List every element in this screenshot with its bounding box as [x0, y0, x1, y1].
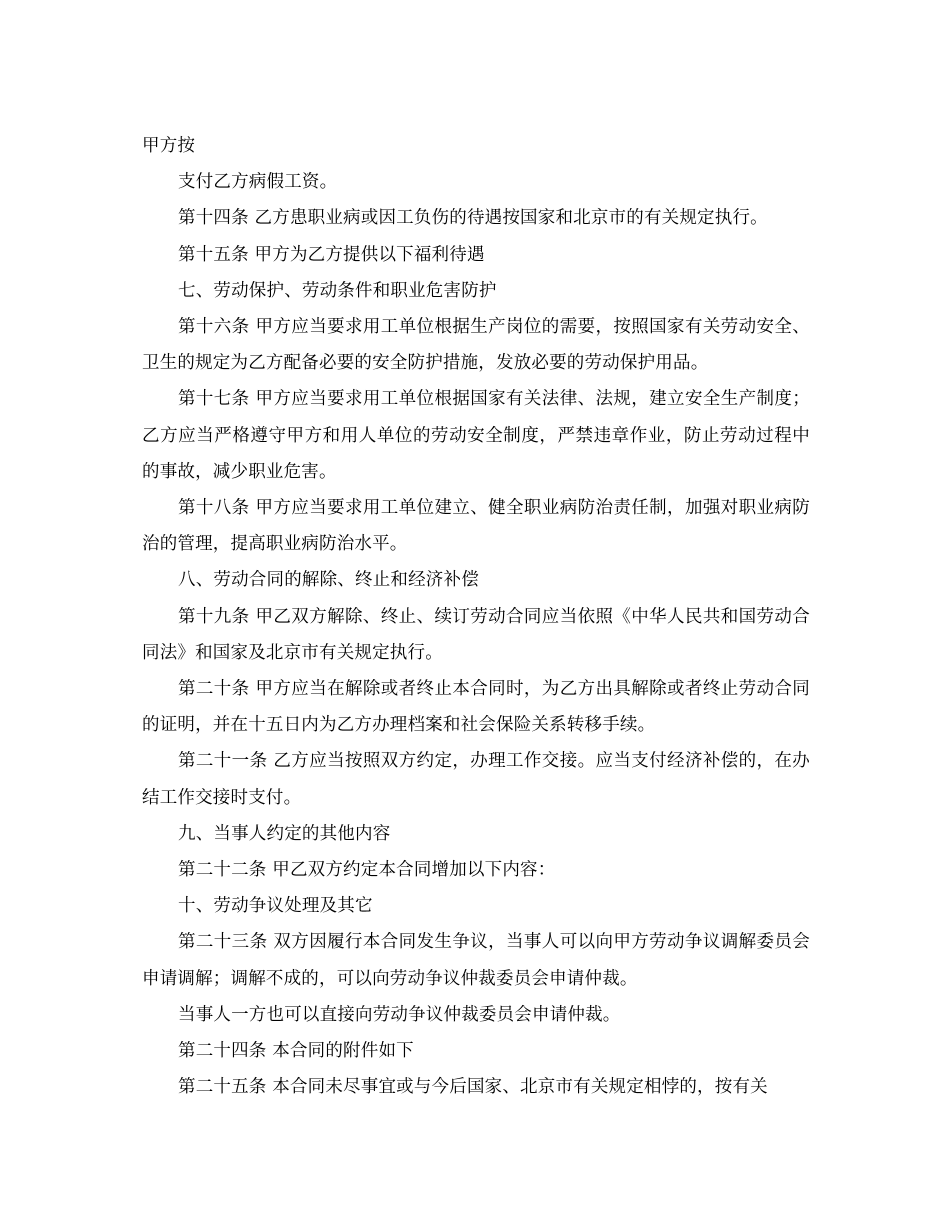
clause-14: 第十四条 乙方患职业病或因工负伤的待遇按国家和北京市的有关规定执行。: [178, 208, 768, 229]
clause-19: 第十九条 甲乙双方解除、终止、续订劳动合同应当依照《中华人民共和国劳动合同法》和国家及北京市有关规定执行。: [142, 606, 810, 663]
clause-21: 第二十一条 乙方应当按照双方约定，办理工作交接。应当支付经济补偿的，在办结工作交接时支付。: [142, 751, 810, 808]
paragraph: 甲方按: [142, 136, 196, 156]
paragraph: 当事人一方也可以直接向劳动争议仲裁委员会申请仲裁。: [178, 1004, 621, 1025]
clause-18: 第十八条 甲方应当要求用工单位建立、健全职业病防治责任制，加强对职业病防治的管理，提高职业病防治水平。: [142, 498, 810, 555]
clause-16: 第十六条 甲方应当要求用工单位根据生产岗位的需要，按照国家有关劳动安全、卫生的规定为乙方配备必要的安全防护措施，发放必要的劳动保护用品。: [142, 317, 810, 374]
document-body: [142, 128, 810, 1105]
clause-20: 第二十条 甲方应当在解除或者终止本合同时，为乙方出具解除或者终止劳动合同的证明，并在十五日内为乙方办理档案和社会保险关系转移手续。: [142, 679, 810, 736]
clause-22: 第二十二条 甲乙双方约定本合同增加以下内容：: [178, 860, 556, 881]
clause-24: 第二十四条 本合同的附件如下: [178, 1041, 414, 1062]
clause-17: 第十七条 甲方应当要求用工单位根据国家有关法律、法规，建立安全生产制度；乙方应当严格遵守甲方和用人单位的劳动安全制度，严禁违章作业，防止劳动过程中的事故，减少职业危害。: [142, 389, 810, 482]
clause-25: 第二十五条 本合同未尽事宜或与今后国家、北京市有关规定相悖的，按有关: [178, 1077, 768, 1098]
clause-23: 第二十三条 双方因履行本合同发生争议，当事人可以向甲方劳动争议调解委员会申请调解；调解不成的，可以向劳动争议仲裁委员会申请仲裁。: [142, 932, 810, 989]
section-heading-9: 九、当事人约定的其他内容: [178, 823, 391, 844]
section-heading-8: 八、劳动合同的解除、终止和经济补偿: [178, 570, 479, 591]
paragraph: 支付乙方病假工资。: [178, 172, 338, 193]
section-heading-10: 十、劳动争议处理及其它: [178, 896, 373, 917]
clause-15: 第十五条 甲方为乙方提供以下福利待遇: [178, 244, 485, 265]
section-heading-7: 七、劳动保护、劳动条件和职业危害防护: [178, 280, 497, 301]
